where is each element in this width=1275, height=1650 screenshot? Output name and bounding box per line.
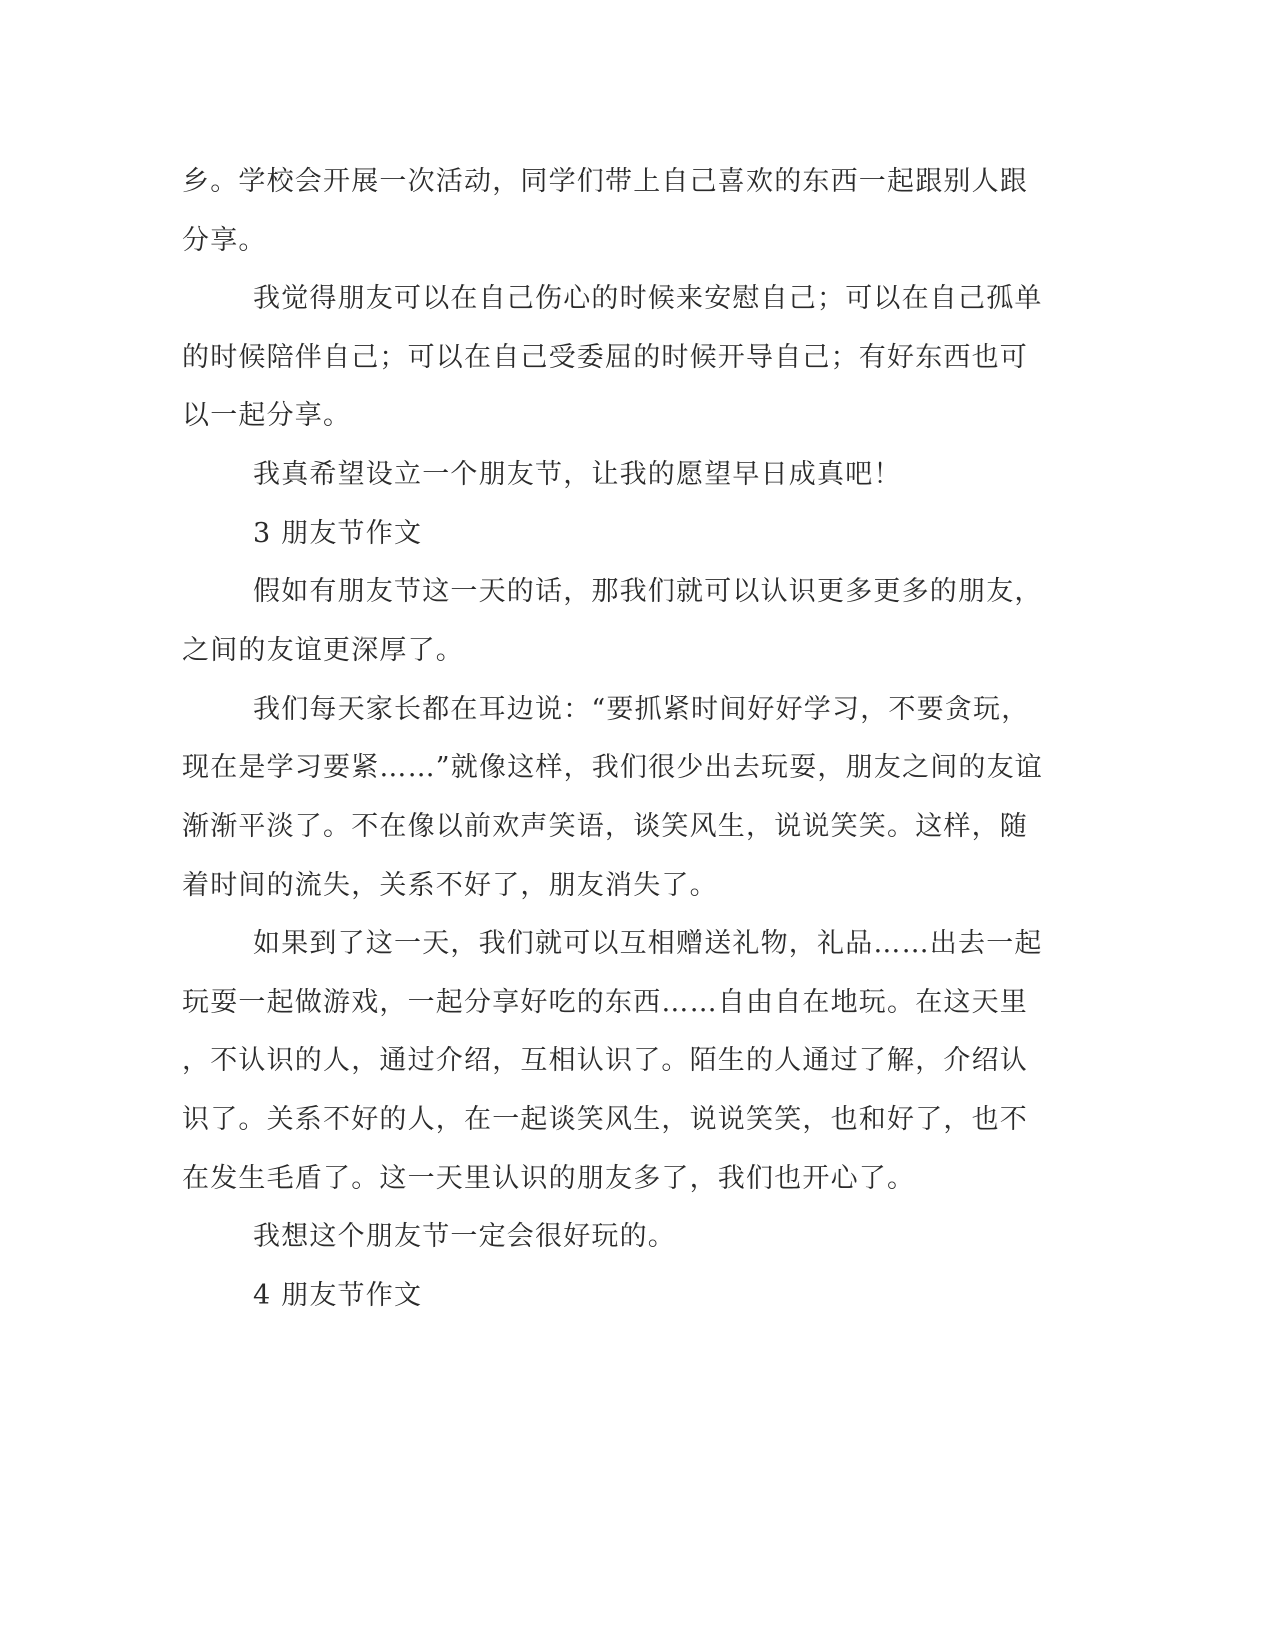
text-line: 的时候陪伴自己；可以在自己受委屈的时候开导自己；有好东西也可: [182, 342, 1028, 373]
text-line: 玩耍一起做游戏，一起分享好吃的东西……自由自在地玩。在这天里: [182, 987, 1028, 1018]
text-line: 现在是学习要紧……”就像这样，我们很少出去玩耍，朋友之间的友谊: [182, 752, 1044, 783]
text-line: 在发生毛盾了。这一天里认识的朋友多了，我们也开心了。: [182, 1163, 916, 1194]
text-line: 识了。关系不好的人，在一起谈笑风生，说说笑笑，也和好了，也不: [182, 1104, 1028, 1135]
paragraph-start-line: 我想这个朋友节一定会很好玩的。: [253, 1221, 676, 1252]
text-line: ，不认识的人，通过介绍，互相认识了。陌生的人通过了解，介绍认: [182, 1045, 1028, 1076]
paragraph-start-line: 如果到了这一天，我们就可以互相赠送礼物，礼品……出去一起: [253, 928, 1043, 959]
text-line: 分享。: [182, 225, 267, 256]
text-line: 以一起分享。: [182, 400, 352, 431]
text-line: 着时间的流失，关系不好了，朋友消失了。: [182, 870, 718, 901]
paragraph-start-line: 假如有朋友节这一天的话，那我们就可以认识更多更多的朋友，: [253, 576, 1043, 607]
text-line: 乡。学校会开展一次活动，同学们带上自己喜欢的东西一起跟别人跟: [182, 166, 1028, 197]
paragraph-start-line: 我觉得朋友可以在自己伤心的时候来安慰自己；可以在自己孤单: [253, 283, 1043, 314]
text-line: 渐渐平淡了。不在像以前欢声笑语，谈笑风生，说说笑笑。这样，随: [182, 811, 1028, 842]
section-heading: 3 朋友节作文: [253, 518, 423, 549]
paragraph-start-line: 我真希望设立一个朋友节，让我的愿望早日成真吧！: [253, 459, 902, 490]
text-line: 之间的友谊更深厚了。: [182, 635, 464, 666]
section-heading: 4 朋友节作文: [253, 1280, 423, 1311]
paragraph-start-line: 我们每天家长都在耳边说：“要抓紧时间好好学习，不要贪玩，: [253, 694, 1030, 725]
